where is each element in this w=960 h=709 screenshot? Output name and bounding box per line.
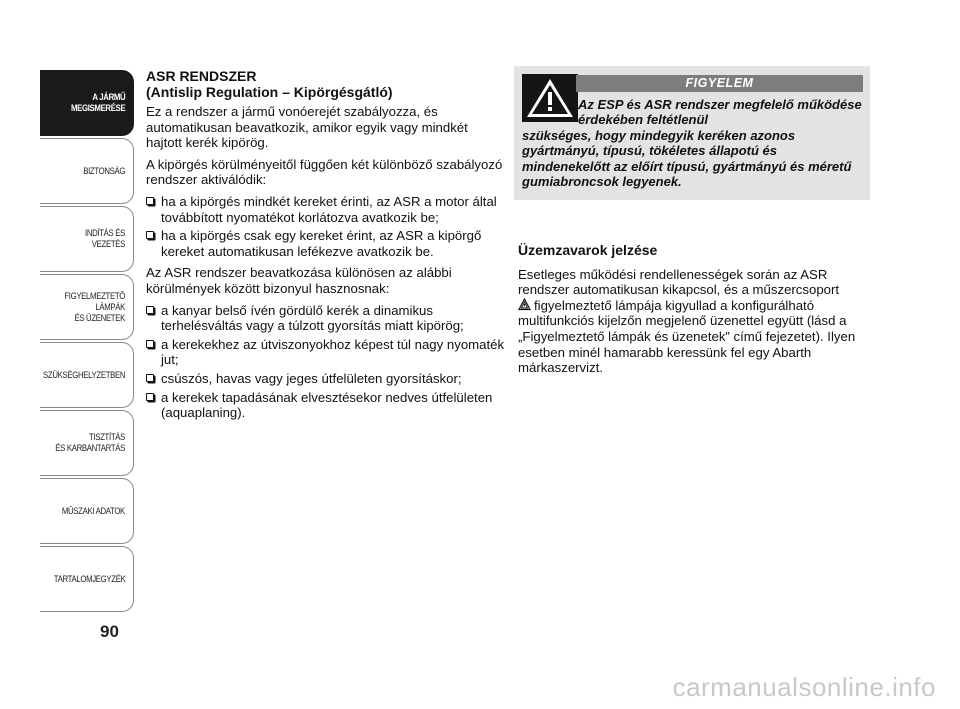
subsection-heading: Üzemzavarok jelzése xyxy=(518,242,658,258)
paragraph xyxy=(518,267,868,376)
tab-safety[interactable] xyxy=(40,138,134,204)
warning-box xyxy=(514,66,870,200)
tab-starting-driving[interactable] xyxy=(40,206,134,272)
left-column xyxy=(146,68,506,427)
bullet-list xyxy=(146,194,506,259)
watermark: carmanualsonline.info xyxy=(672,672,936,702)
tab-label: MŰSZAKI ADATOK xyxy=(61,505,125,517)
paragraph: A kipörgés körülményeitől függően két különböző szabályozó rendszer aktiválódik: xyxy=(146,156,503,188)
list-item: ha a kipörgés mindkét kereket érinti, az ASR a motor által továbbított nyomatékot korlátozva avatkozik be; xyxy=(146,194,506,225)
list-item: csúszós, havas vagy jeges útfelületen gyorsításkor; xyxy=(146,371,506,387)
bullet-list xyxy=(146,303,506,421)
title-line-1: ASR RENDSZER xyxy=(146,68,257,84)
warning-text xyxy=(522,97,862,189)
list-item: a kanyar belső ívén gördülő kerék a dinamikus terhelésváltás vagy a túlzott gyorsítás miatt kipörög; xyxy=(146,303,506,334)
paragraph-part-2: figyelmeztető lámpája kigyullad a konfigurálható multifunkciós kijelzőn megjelenő üzenettel együtt (lásd a „Figyelmeztető lámpák és üzenetek” című fejezetet). Ilyen esetben minél hamarabb keressünk fel egy Abarth márkaszervizt. xyxy=(518,297,856,376)
warning-rest: szükséges, hogy mindegyik keréken azonos gyártmányú, típusú, tökéletes állapotú és mindenekelőtt az előírt típusú, gyártmányú és méretű gumiabroncsok legyenek. xyxy=(522,127,852,190)
tab-emergency[interactable] xyxy=(40,342,134,408)
warning-first-line: Az ESP és ASR rendszer megfelelő működése érdekében feltétlenül xyxy=(578,97,862,128)
right-column xyxy=(518,243,868,382)
paragraph: Ez a rendszer a jármű vonóerejét szabályozza, és automatikusan beavatkozik, amikor egyik vagy mindkét hajtott kerék kipörög. xyxy=(146,104,468,151)
chapter-tabs xyxy=(40,70,134,614)
warning-triangle-icon xyxy=(518,298,531,311)
tab-label: FIGYELMEZTETŐ LÁMPÁK ÉS ÜZENETEK xyxy=(64,290,125,324)
list-item: ha a kipörgés csak egy kereket érint, az ASR a kipörgő kereket automatikusan lefékezve avatkozik be. xyxy=(146,228,506,259)
paragraph: Az ASR rendszer beavatkozása különösen az alábbi körülmények között bizonyul hasznosnak: xyxy=(146,265,452,296)
tab-label: TARTALOMJEGYZÉK xyxy=(53,573,125,585)
tab-vehicle-overview[interactable] xyxy=(40,70,134,136)
page-number: 90 xyxy=(100,622,119,641)
tab-technical-data[interactable] xyxy=(40,478,134,544)
title-line-2: (Antislip Regulation – Kipörgésgátló) xyxy=(146,84,393,100)
list-item: a kerekek tapadásának elvesztésekor nedves útfelületen (aquaplaning). xyxy=(146,390,506,421)
warning-header: FIGYELEM xyxy=(576,75,863,92)
list-item: a kerekekhez az útviszonyokhoz képest túl nagy nyomaték jut; xyxy=(146,337,506,368)
tab-maintenance[interactable] xyxy=(40,410,134,476)
tab-index[interactable] xyxy=(40,546,134,612)
tab-label: INDÍTÁS ÉS VEZETÉS xyxy=(84,228,125,250)
tab-label: SZÜKSÉGHELYZETBEN xyxy=(42,369,125,381)
tab-label: TISZTÍTÁS ÉS KARBANTARTÁS xyxy=(55,432,125,454)
paragraph-part-1: Esetleges működési rendellenességek során az ASR rendszer automatikusan kikapcsol, és a műszercsoport xyxy=(518,266,840,298)
tab-warning-lights[interactable] xyxy=(40,274,134,340)
tab-label: A JÁRMŰ MEGISMERÉSE xyxy=(70,92,125,114)
section-title xyxy=(146,68,506,100)
tab-label: BIZTONSÁG xyxy=(83,165,125,177)
